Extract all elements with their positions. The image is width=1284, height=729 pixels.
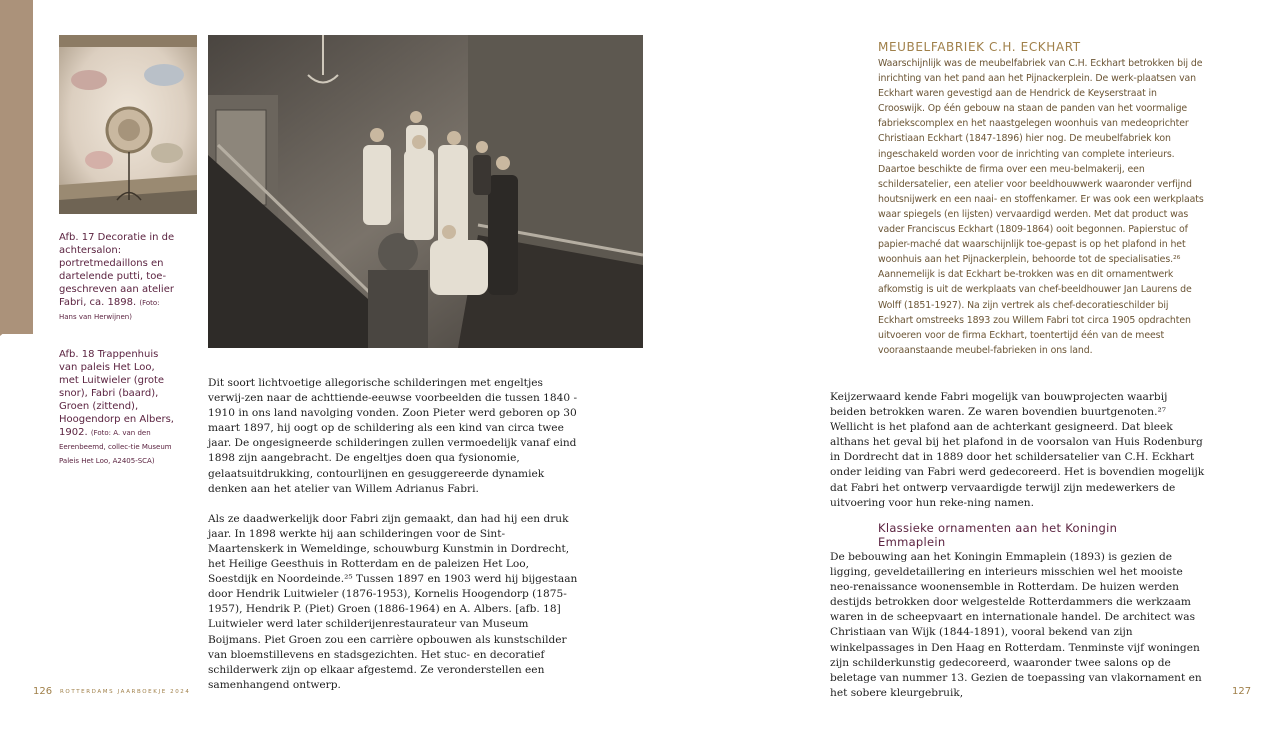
running-head: ROTTERDAMS JAARBOEKJE 2024 xyxy=(60,689,191,695)
ceiling-photo xyxy=(59,35,197,214)
staircase-photo xyxy=(208,35,643,348)
sidebar-title: MEUBELFABRIEK C.H. ECKHART xyxy=(878,40,1081,54)
left-body-text xyxy=(208,376,580,708)
caption-afb-17-text: Afb. 17 Decoratie in de achtersalon: portretmedaillons en dartelende putti, toe-geschreven aan atelier Fabri, ca. 1898. xyxy=(59,232,175,308)
right-paragraph-2: De bebouwing aan het Koningin Emmaplein (1893) is gezien de ligging, geveldetaillering en interieurs misschien wel het mooiste neo-renaissance woonensemble in Rotterdam. De huizen werden destijds betrokken door welgestelde Rotterdammers die werkzaam waren in de scheepvaart en internationale handel. De architect was Christiaan van Wijk (1844-1891), vooral bekend van zijn winkelpassages in Den Haag en Rotterdam. Tenminste vijf woningen zijn schilderkunstig gedecoreerd, waaronder twee salons op de beletage van nummer 13. Gezien de toepassing van vlakornament en het sobere kleurgebruik, xyxy=(830,551,1202,699)
caption-afb-17 xyxy=(59,231,177,324)
right-body-text-2 xyxy=(830,550,1205,716)
caption-afb-18-credit: (Foto: A. van den Eerenbeemd, collec-tie Museum Paleis Het Loo, A2405-SCA) xyxy=(59,429,172,465)
left-paragraph-1: Dit soort lichtvoetige allegorische schilderingen met engeltjes verwij-zen naar de achttiende-eeuwse voorbeelden die tussen 1840 - 1910 in ons land navolging vonden. Zoon Pieter werd geboren op 30 maart 1897, hij oogt op de schildering als een kind van circa twee jaar. De ongesigneerde schilderingen zullen vermoedelijk vanaf eind 1898 zijn aangebracht. De engeltjes doen qua fysionomie, gelaatsuitdrukking, contourlijnen en gesuggereerde dynamiek denken aan het atelier van Willem Adrianus Fabri. xyxy=(208,377,578,495)
section-subheading: Klassieke ornamenten aan het Koningin Emmaplein xyxy=(878,521,1118,549)
right-paragraph-1: Keijzerwaard kende Fabri mogelijk van bouwprojecten waarbij beiden betrokken waren. Ze waren bovendien buurtgenoten.²⁷ Wellicht is het plafond aan de achterkant gesigneerd. Dat bleek althans het geval bij het plafond in de voorsalon van Huis Rodenburg in Dordrecht dat in 1889 door het schildersatelier van C.H. Eckhart onder leiding van Fabri werd gedecoreerd. Het is bovendien mogelijk dat Fabri het ontwerp vervaardigde terwijl zijn medewerkers de uitvoering voor hun reke-ning namen. xyxy=(830,391,1205,509)
caption-afb-18-text: Afb. 18 Trappenhuis van paleis Het Loo, met Luitwieler (grote snor), Fabri (baard), Groen (zittend), Hoogendorp en Albers, 1902. xyxy=(59,349,174,438)
page-number-left: 126 xyxy=(33,686,53,697)
page-edge-tab xyxy=(0,0,33,334)
left-paragraph-2: Als ze daadwerkelijk door Fabri zijn gemaakt, dan had hij een druk jaar. In 1898 werkte hij aan schilderingen voor de Sint-Maartenskerk in Wemeldinge, schouwburg Kunstmin in Dordrecht, het Heilige Geesthuis in Rotterdam en de paleizen Het Loo, Soestdijk en Noordeinde.²⁵ Tussen 1897 en 1903 werd hij bijgestaan door Hendrik Luitwieler (1876-1953), Kornelis Hoogendorp (1875-1957), Hendrik P. (Piet) Groen (1886-1964) en A. Albers. [afb. 18] Luitwieler werd later schilderijenrestaurateur van Museum Boijmans. Piet Groen zou een carrière opbouwen als kunstschilder van bloemstillevens en stadsgezichten. Het stuc- en decoratief schilderwerk zijn op elkaar afgestemd. Ze veronderstellen een samenhangend ontwerp. xyxy=(208,512,578,691)
caption-afb-18 xyxy=(59,348,177,468)
page-edge-tab-point xyxy=(0,300,33,340)
right-body-text-1 xyxy=(830,390,1205,526)
sidebar-text: Waarschijnlijk was de meubelfabriek van C.H. Eckhart betrokken bij de inrichting van het pand aan het Pijnackerplein. De werk-plaatsen van Eckhart waren gevestigd aan de Hendrick de Keyserstraat in Crooswijk. Op één gebouw na staan de panden van het voormalige fabriekscomplex en het naastgelegen woonhuis van medeoprichter Christiaan Eckhart (1847-1896) hier nog. De meubelfabriek kon ingeschakeld worden voor de inrichting van complete interieurs. Daartoe beschikte de firma over een meu-belmakerij, een schildersatelier, een atelier voor beeldhouwwerk waaronder verfijnd houtsnijwerk en een naai- en stoffenkamer. Er was ook een werkplaats waar spiegels (en lijsten) vervaardigd werden. Met dat product was vader Franciscus Eckhart (1809-1864) ooit begonnen. Papierstuc of papier-maché dat waarschijnlijk toe-gepast is op het plafond in het woonhuis aan het Pijnackerplein, behoorde tot de specialisaties.²⁶ Aannemelijk is dat Eckhart be-trokken was en dit ornamentwerk afkomstig is uit de werkplaats van chef-beeldhouwer Jan Laurens de Wolff (1851-1927). Na zijn vertrek als chef-decoratieschilder bij Eckhart omstreeks 1893 zou Willem Fabri tot circa 1905 opdrachten uitvoeren voor de firma Eckhart, toentertijd één van de meest vooraanstaande meubel-fabrieken in ons land. xyxy=(878,58,1204,356)
page-number-right: 127 xyxy=(1232,686,1252,697)
caption-afb-17-credit: (Foto: Hans van Herwijnen) xyxy=(59,299,160,321)
